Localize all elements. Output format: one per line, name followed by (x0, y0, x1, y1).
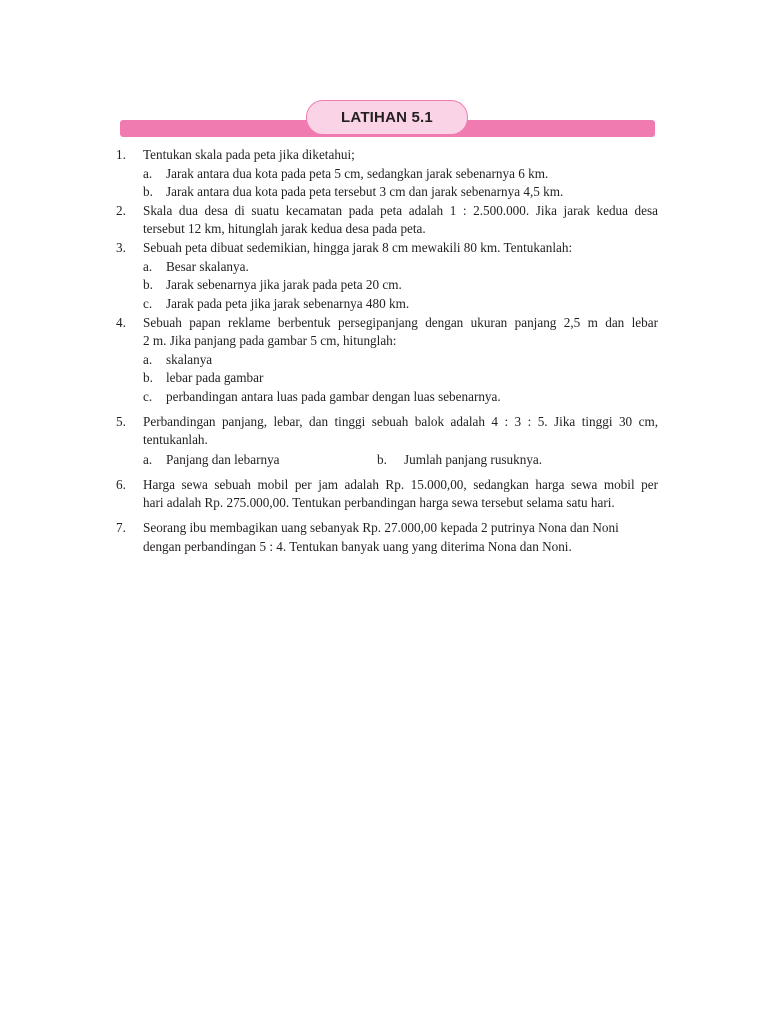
question-text: dengan perbandingan 5 : 4. Tentukan banyak uang yang diterima Nona dan Noni. (143, 539, 572, 554)
option-text: Panjang dan lebarnya (166, 452, 280, 467)
option-text: Jarak pada peta jika jarak sebenarnya 480 km. (166, 296, 410, 311)
option-text: skalanya (166, 352, 213, 367)
question-number: 7. (116, 520, 126, 535)
question-text: 2 m. Jika panjang pada gambar 5 cm, hitunglah: (143, 333, 397, 348)
question-text: Sebuah papan reklame berbentuk persegipanjang dengan ukuran panjang 2,5 m dan lebar (143, 315, 658, 330)
question-number: 4. (116, 315, 126, 330)
option-label: b. (143, 277, 153, 292)
option-text: Jarak antara dua kota pada peta tersebut 3 cm dan jarak sebenarnya 4,5 km. (166, 184, 564, 199)
option-label: b. (377, 452, 387, 467)
question-number: 2. (116, 203, 126, 218)
question-text: Harga sewa sebuah mobil per jam adalah Rp. 15.000,00, sedangkan harga sewa mobil per (143, 477, 658, 492)
question-number: 3. (116, 240, 126, 255)
option-label: a. (143, 452, 153, 467)
question-text: hari adalah Rp. 275.000,00. Tentukan perbandingan harga sewa tersebut selama satu hari. (143, 495, 615, 510)
question-number: 6. (116, 477, 126, 492)
question-text: tersebut 12 km, hitunglah jarak kedua desa pada peta. (143, 221, 426, 236)
option-label: a. (143, 166, 153, 181)
option-label: a. (143, 259, 153, 274)
section-title: LATIHAN 5.1 (341, 109, 433, 126)
question-number: 1. (116, 147, 126, 162)
option-label: c. (143, 389, 153, 404)
option-text: perbandingan antara luas pada gambar dengan luas sebenarnya. (166, 389, 501, 404)
option-text: lebar pada gambar (166, 370, 264, 385)
question-text: tentukanlah. (143, 432, 208, 447)
option-label: b. (143, 370, 153, 385)
option-text: Jarak antara dua kota pada peta 5 cm, sedangkan jarak sebenarnya 6 km. (166, 166, 549, 181)
question-text: Tentukan skala pada peta jika diketahui; (143, 147, 355, 162)
question-number: 5. (116, 414, 126, 429)
option-label: a. (143, 352, 153, 367)
option-text: Jarak sebenarnya jika jarak pada peta 20 cm. (166, 277, 402, 292)
question-text: Perbandingan panjang, lebar, dan tinggi sebuah balok adalah 4 : 3 : 5. Jika tinggi 30 cm, (143, 414, 658, 429)
option-label: c. (143, 296, 153, 311)
option-text: Besar skalanya. (166, 259, 249, 274)
question-text: Seorang ibu membagikan uang sebanyak Rp. 27.000,00 kepada 2 putrinya Nona dan Noni (143, 520, 619, 535)
question-text: Skala dua desa di suatu kecamatan pada peta adalah 1 : 2.500.000. Jika jarak kedua desa (143, 203, 658, 218)
question-text: Sebuah peta dibuat sedemikian, hingga jarak 8 cm mewakili 80 km. Tentukanlah: (143, 240, 573, 255)
option-text: Jumlah panjang rusuknya. (404, 452, 543, 467)
option-label: b. (143, 184, 153, 199)
